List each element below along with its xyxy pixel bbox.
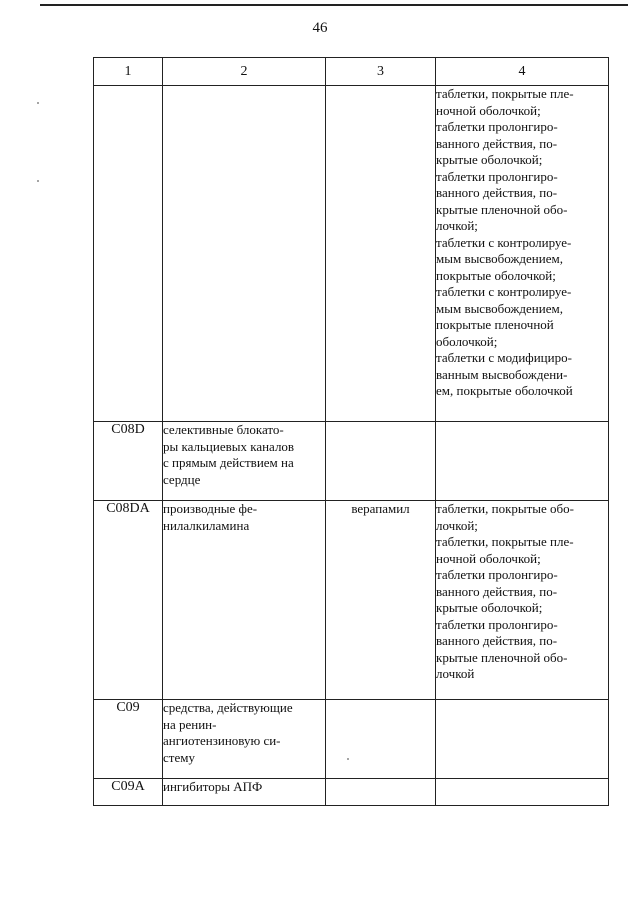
dosage-forms-cell bbox=[436, 422, 609, 501]
group-name-line: производные фе- bbox=[163, 501, 258, 516]
dosage-form-line: ванного действия, по- bbox=[436, 633, 558, 648]
group-name-cell bbox=[163, 86, 326, 422]
dosage-form-line: таблетки пролонгиро- bbox=[436, 119, 558, 134]
atc-code-cell: C09A bbox=[94, 779, 163, 806]
group-name-line: ангиотензиновую си- bbox=[163, 733, 281, 748]
atc-code-cell: C08DA bbox=[94, 501, 163, 700]
dosage-form-line: крытые пленочной обо- bbox=[436, 649, 568, 665]
dosage-form-line: ночной оболочкой; bbox=[436, 102, 541, 118]
table-row bbox=[94, 86, 609, 422]
table-row bbox=[94, 501, 609, 700]
medicine-cell: верапамил bbox=[326, 501, 436, 700]
dosage-forms-cell bbox=[436, 86, 609, 422]
dosage-form-line: ванного действия, по- bbox=[436, 583, 558, 599]
table-row bbox=[94, 700, 609, 779]
table-body bbox=[94, 86, 609, 806]
dosage-form-line: таблетки, покрытые пле- bbox=[436, 534, 574, 549]
group-name-line: ингибиторы АПФ bbox=[163, 779, 263, 794]
dosage-form-line: таблетки, покрытые обо- bbox=[436, 501, 574, 516]
dosage-form-line: мым высвобождением, bbox=[436, 300, 563, 316]
dosage-form-line: покрытые оболочкой; bbox=[436, 267, 556, 283]
group-name-line: ры кальциевых каналов bbox=[163, 438, 295, 454]
dosage-form-line: таблетки с модифициро- bbox=[436, 350, 572, 365]
group-name-line: селективные блокато- bbox=[163, 422, 284, 437]
group-name-cell bbox=[163, 501, 326, 700]
dosage-form-line: крытые пленочной обо- bbox=[436, 201, 568, 217]
dosage-form-line: лочкой bbox=[436, 666, 475, 681]
header-row bbox=[94, 58, 609, 86]
dosage-form-line: крытые оболочкой; bbox=[436, 600, 543, 615]
group-name-line: средства, действующие bbox=[163, 700, 293, 715]
dosage-forms-cell bbox=[436, 779, 609, 806]
dosage-form-line: покрытые пленочной bbox=[436, 317, 554, 332]
medicine-cell bbox=[326, 86, 436, 422]
medicine-cell bbox=[326, 779, 436, 806]
group-name-cell bbox=[163, 700, 326, 779]
dosage-form-line: лочкой; bbox=[436, 218, 478, 233]
column-header-3: 3 bbox=[326, 58, 436, 86]
table-row bbox=[94, 779, 609, 806]
dosage-form-line: мым высвобождением, bbox=[436, 251, 563, 266]
dosage-form-line: таблетки с контролируе- bbox=[436, 234, 572, 250]
group-name-line: сердце bbox=[163, 471, 201, 487]
atc-code-cell bbox=[94, 86, 163, 422]
table-row bbox=[94, 422, 609, 501]
dosage-form-line: таблетки с контролируе- bbox=[436, 284, 572, 299]
dosage-form-line: крытые оболочкой; bbox=[436, 152, 543, 167]
group-name-line: стему bbox=[163, 749, 195, 765]
column-header-1: 1 bbox=[94, 58, 163, 86]
page-number: 46 bbox=[312, 20, 328, 36]
column-header-4: 4 bbox=[436, 58, 609, 86]
dosage-forms-cell bbox=[436, 700, 609, 779]
dosage-form-line: ем, покрытые оболочкой bbox=[436, 383, 573, 398]
group-name-line: с прямым действием на bbox=[163, 455, 294, 470]
dosage-form-line: ночной оболочкой; bbox=[436, 550, 541, 566]
medicine-cell bbox=[326, 422, 436, 501]
group-name-line: на ренин- bbox=[163, 716, 217, 732]
dosage-forms-cell bbox=[436, 501, 609, 700]
dosage-form-line: лочкой; bbox=[436, 517, 478, 533]
dosage-form-line: таблетки пролонгиро- bbox=[436, 616, 558, 632]
dosage-form-line: таблетки пролонгиро- bbox=[436, 567, 558, 582]
dosage-form-line: ванным высвобождени- bbox=[436, 366, 568, 382]
group-name-cell bbox=[163, 779, 326, 806]
atc-code-cell: C09 bbox=[94, 700, 163, 779]
group-name-line: нилалкиламина bbox=[163, 517, 250, 533]
top-rule bbox=[40, 4, 628, 6]
dosage-form-line: таблетки, покрытые пле- bbox=[436, 86, 574, 101]
scan-speck bbox=[37, 180, 39, 182]
atc-code-cell: C08D bbox=[94, 422, 163, 501]
group-name-cell bbox=[163, 422, 326, 501]
drug-table bbox=[93, 57, 609, 806]
dosage-form-line: ванного действия, по- bbox=[436, 135, 558, 151]
column-header-2: 2 bbox=[163, 58, 326, 86]
scan-speck bbox=[37, 102, 39, 104]
dosage-form-line: ванного действия, по- bbox=[436, 185, 558, 200]
dosage-form-line: оболочкой; bbox=[436, 333, 498, 349]
medicine-cell bbox=[326, 700, 436, 779]
dosage-form-line: таблетки пролонгиро- bbox=[436, 168, 558, 184]
